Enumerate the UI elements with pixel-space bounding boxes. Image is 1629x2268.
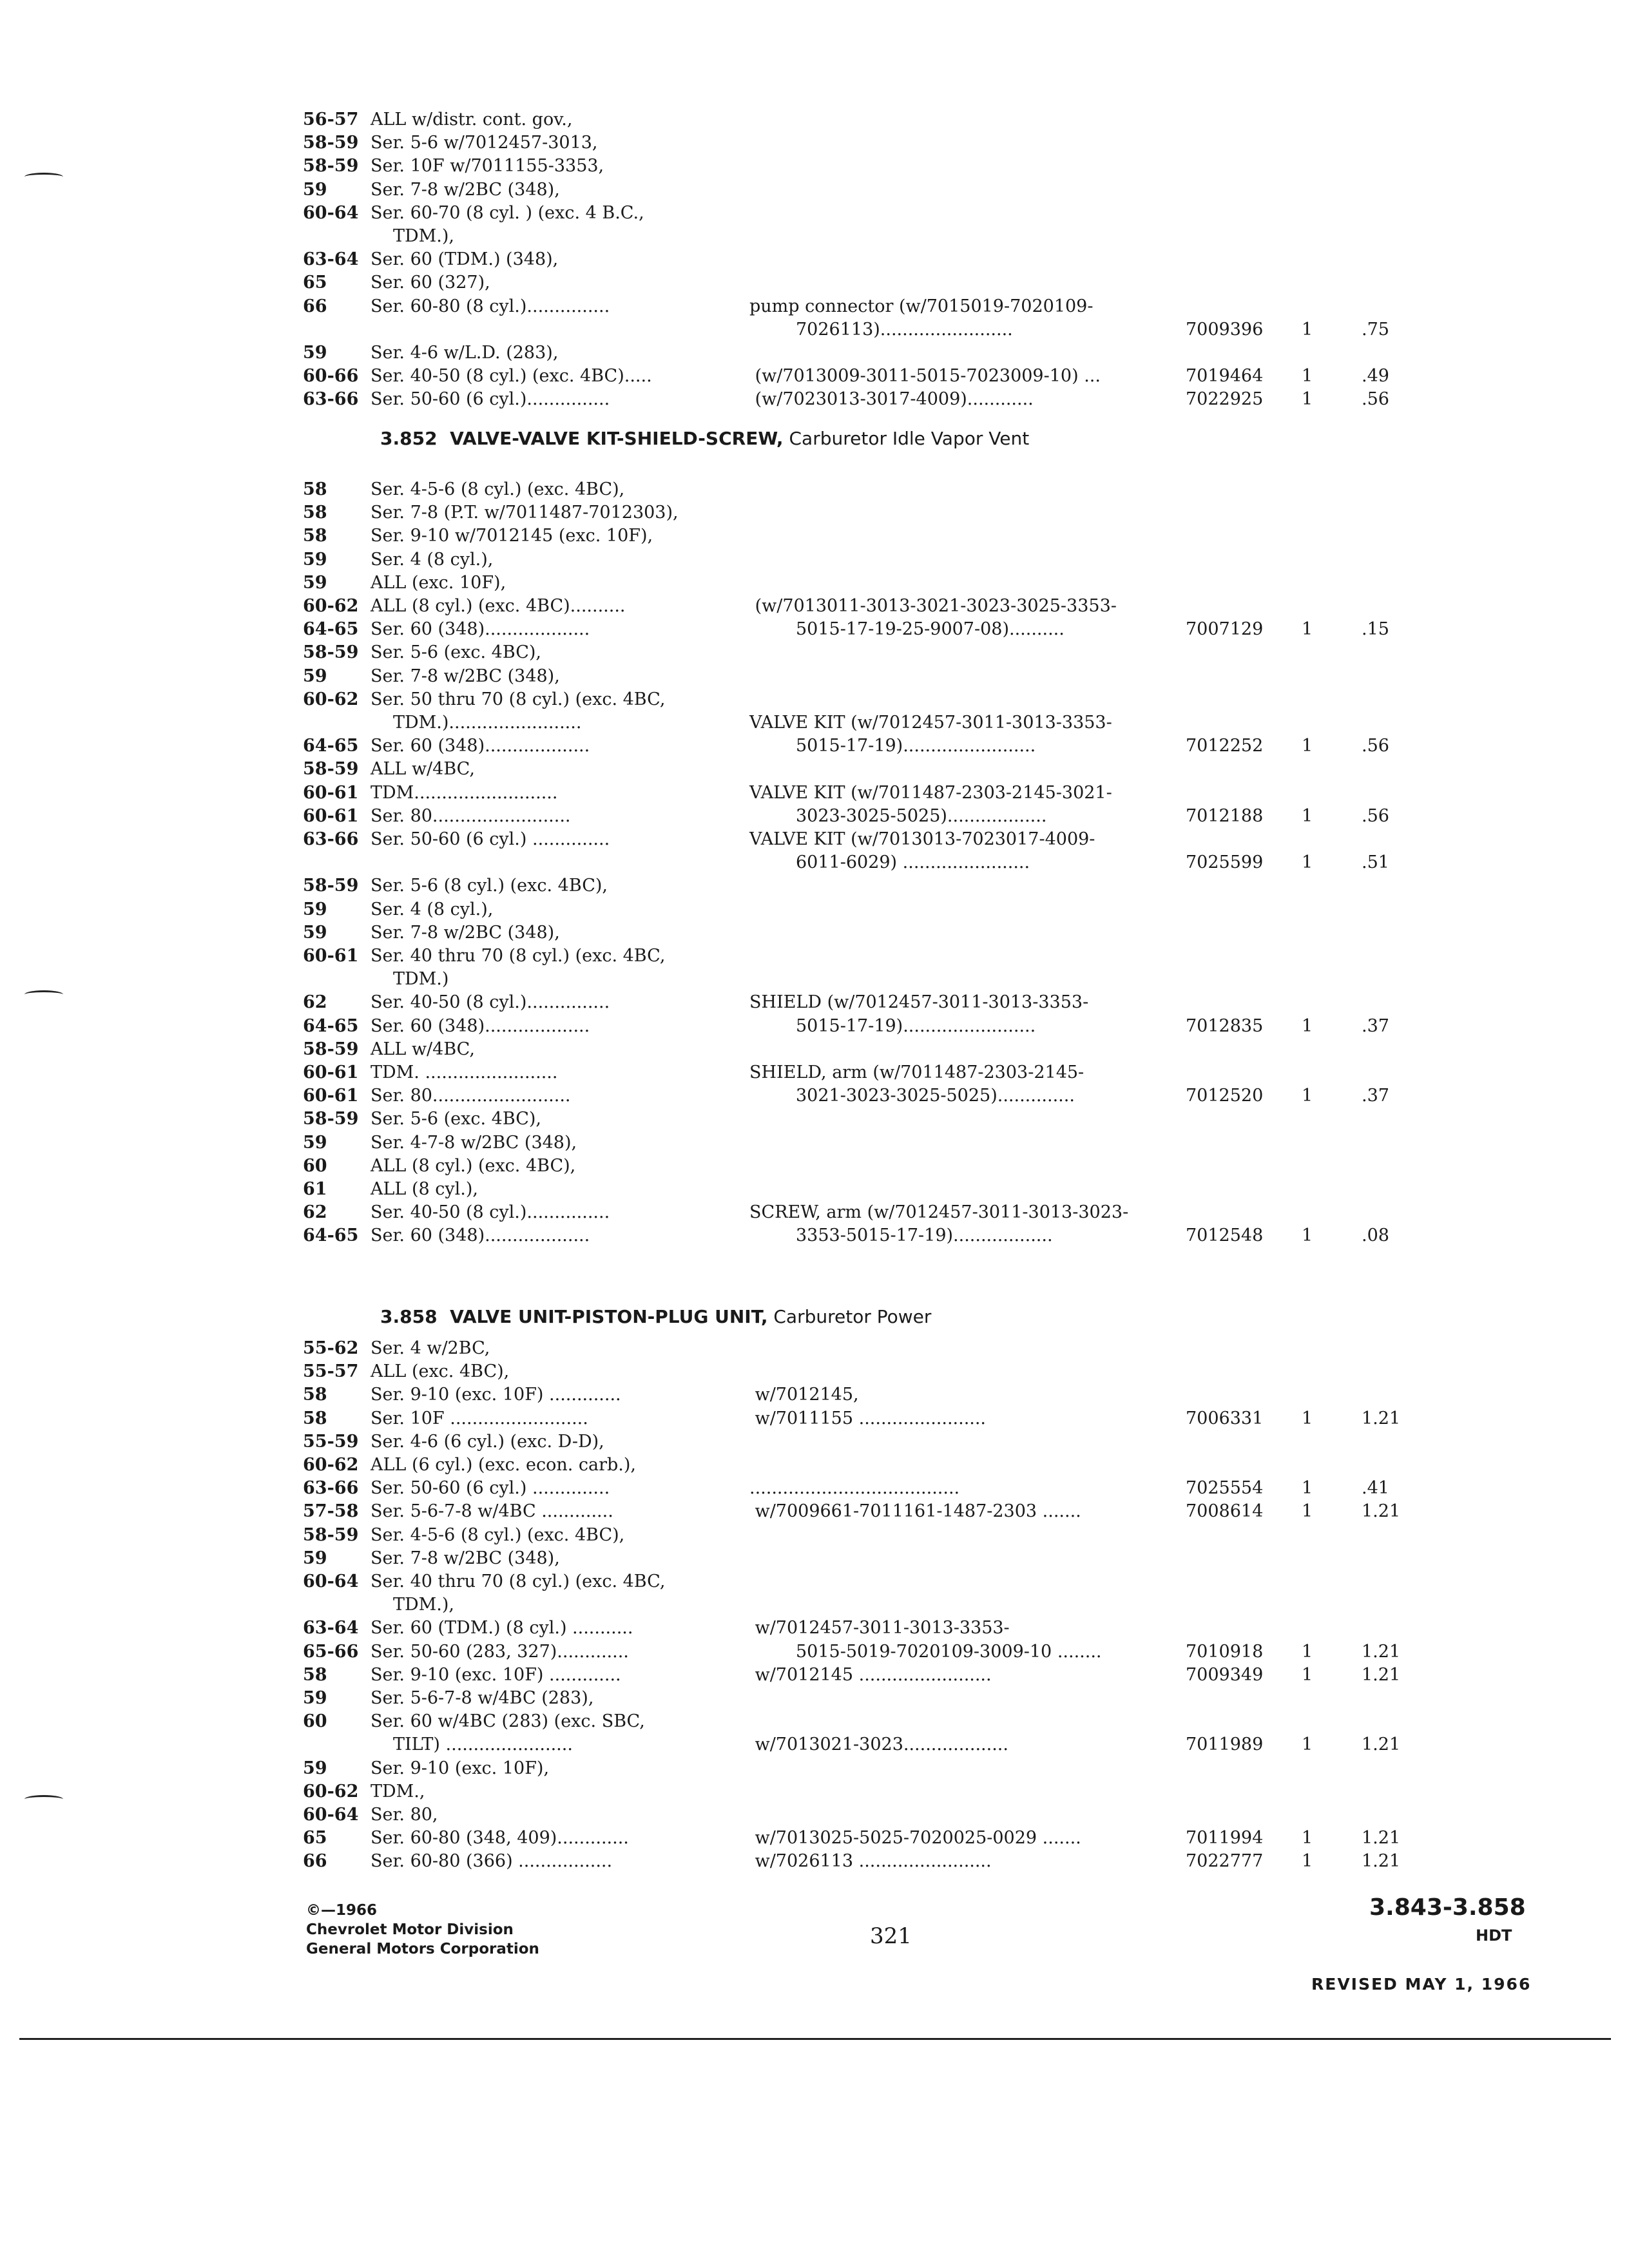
row-part-number: 7009396	[1186, 320, 1264, 340]
row-years: 60-64	[303, 1805, 359, 1825]
row-part-description: 7026113)........................	[796, 320, 1013, 340]
row-years: 58	[303, 1385, 327, 1405]
row-part-description: w/7012457-3011-3013-3353-	[749, 1618, 1010, 1638]
table-row	[0, 874, 1629, 898]
row-years: 58	[303, 1665, 327, 1685]
row-application: Ser. 9-10 (exc. 10F) .............	[371, 1385, 621, 1405]
bottom-rule	[19, 2038, 1611, 2040]
table-row	[0, 225, 1629, 248]
table-row	[0, 968, 1629, 991]
table-row	[0, 991, 1629, 1014]
row-part-number: 7007129	[1186, 619, 1264, 639]
row-application: Ser. 60-80 (366) .................	[371, 1851, 613, 1871]
table-row	[0, 921, 1629, 945]
row-part-number: 7012548	[1186, 1225, 1264, 1245]
footer-corporation: General Motors Corporation	[306, 1941, 539, 1957]
row-years: 59	[303, 1688, 327, 1708]
row-application: Ser. 80.........................	[371, 806, 571, 826]
row-quantity: 1	[1302, 1735, 1313, 1754]
row-price: .37	[1362, 1086, 1389, 1106]
row-application: Ser. 7-8 w/2BC (348),	[371, 180, 560, 200]
row-quantity: 1	[1302, 1086, 1313, 1106]
table-row	[0, 1780, 1629, 1803]
row-application: TDM.)........................	[393, 713, 582, 733]
row-part-description: 5015-17-19)........................	[796, 1016, 1036, 1036]
row-application: Ser. 5-6 w/7012457-3013,	[371, 133, 598, 153]
section-heading-title: 3.858 VALVE UNIT-PISTON-PLUG UNIT,	[380, 1306, 768, 1327]
table-row	[0, 1084, 1629, 1108]
row-application: Ser. 4-6 (6 cyl.) (exc. D-D),	[371, 1432, 604, 1452]
row-years: 62	[303, 992, 327, 1012]
binder-hole-mark	[24, 1795, 63, 1803]
row-application: Ser. 4-5-6 (8 cyl.) (exc. 4BC),	[371, 1525, 625, 1545]
table-row	[0, 1407, 1629, 1430]
row-years: 61	[303, 1179, 327, 1199]
row-part-description: w/7011155 .......................	[749, 1408, 987, 1428]
table-row	[0, 898, 1629, 921]
row-application: Ser. 60-80 (8 cyl.)...............	[371, 296, 610, 316]
row-application: TDM..........................	[371, 783, 558, 803]
section-heading	[380, 1305, 931, 1329]
table-row	[0, 572, 1629, 595]
row-part-description: w/7026113 ........................	[749, 1851, 992, 1871]
row-application: TILT) .......................	[393, 1735, 573, 1754]
table-row	[0, 665, 1629, 688]
row-years: 58-59	[303, 1525, 359, 1545]
row-years: 58-59	[303, 133, 359, 153]
table-row	[0, 1570, 1629, 1593]
row-part-description: (w/7023013-3017-4009)............	[749, 389, 1034, 409]
section-range: 3.843-3.858	[1369, 1894, 1526, 1921]
binder-hole-mark	[24, 990, 63, 999]
table-row	[0, 1547, 1629, 1570]
table-row	[0, 548, 1629, 572]
row-application: Ser. 80.........................	[371, 1086, 571, 1106]
row-years: 60	[303, 1156, 327, 1176]
row-quantity: 1	[1302, 366, 1313, 386]
row-application: Ser. 40 thru 70 (8 cyl.) (exc. 4BC,	[371, 1571, 666, 1591]
row-years: 60-61	[303, 946, 359, 966]
row-price: .37	[1362, 1016, 1389, 1036]
row-application: Ser. 5-6 (exc. 4BC),	[371, 1109, 541, 1129]
row-part-description: pump connector (w/7015019-7020109-	[749, 296, 1094, 316]
row-application: Ser. 60 (348)...................	[371, 1016, 590, 1036]
table-row	[0, 1038, 1629, 1061]
table-row	[0, 365, 1629, 388]
row-application: Ser. 80,	[371, 1805, 438, 1825]
table-row	[0, 248, 1629, 271]
row-part-number: 7009349	[1186, 1665, 1264, 1685]
row-part-description: 6011-6029) .......................	[796, 852, 1030, 872]
table-row	[0, 1827, 1629, 1850]
row-application: Ser. 5-6 (exc. 4BC),	[371, 642, 541, 662]
table-row	[0, 641, 1629, 664]
row-application: Ser. 50 thru 70 (8 cyl.) (exc. 4BC,	[371, 689, 666, 709]
table-row	[0, 851, 1629, 874]
row-part-description: (w/7013011-3013-3021-3023-3025-3353-	[749, 596, 1117, 616]
row-part-number: 7008614	[1186, 1501, 1264, 1521]
row-part-description: 5015-5019-7020109-3009-10 ........	[796, 1642, 1102, 1662]
row-application: ALL (exc. 10F),	[371, 573, 506, 593]
table-row	[0, 524, 1629, 548]
row-part-description: w/7009661-7011161-1487-2303 .......	[749, 1501, 1081, 1521]
row-price: .51	[1362, 852, 1389, 872]
row-part-description: SCREW, arm (w/7012457-3011-3013-3023-	[749, 1202, 1129, 1222]
table-row	[0, 1383, 1629, 1407]
row-part-description: w/7013021-3023...................	[749, 1735, 1008, 1754]
table-row	[0, 178, 1629, 202]
row-application: Ser. 40 thru 70 (8 cyl.) (exc. 4BC,	[371, 946, 666, 966]
table-row	[0, 478, 1629, 501]
row-part-description: w/7012145,	[749, 1385, 859, 1405]
row-years: 60-62	[303, 1782, 359, 1802]
row-years: 63-66	[303, 389, 359, 409]
row-quantity: 1	[1302, 1665, 1313, 1685]
row-part-description: 5015-17-19)........................	[796, 736, 1036, 756]
row-part-number: 7012835	[1186, 1016, 1264, 1036]
row-part-description: 3353-5015-17-19)..................	[796, 1225, 1053, 1245]
table-row	[0, 388, 1629, 411]
row-application: TDM.),	[393, 1595, 455, 1615]
row-application: Ser. 9-10 (exc. 10F) .............	[371, 1665, 621, 1685]
row-application: Ser. 50-60 (6 cyl.) ..............	[371, 1478, 610, 1498]
table-row	[0, 295, 1629, 318]
row-price: 1.21	[1362, 1642, 1401, 1662]
row-quantity: 1	[1302, 389, 1313, 409]
table-row	[0, 595, 1629, 618]
section-heading	[380, 427, 1029, 451]
row-years: 60	[303, 1711, 327, 1731]
row-quantity: 1	[1302, 1016, 1313, 1036]
row-application: Ser. 60 (348)...................	[371, 619, 590, 639]
row-price: 1.21	[1362, 1851, 1401, 1871]
row-application: Ser. 60 (TDM.) (348),	[371, 249, 559, 269]
row-part-description: w/7013025-5025-7020025-0029 .......	[749, 1828, 1081, 1848]
row-years: 60-64	[303, 1571, 359, 1591]
table-row	[0, 1757, 1629, 1780]
row-application: Ser. 7-8 w/2BC (348),	[371, 666, 560, 686]
row-part-description: 3023-3025-5025)..................	[796, 806, 1047, 826]
table-row	[0, 1337, 1629, 1360]
table-row	[0, 1664, 1629, 1687]
table-row	[0, 1500, 1629, 1523]
table-row	[0, 688, 1629, 711]
row-application: Ser. 60 (TDM.) (8 cyl.) ...........	[371, 1618, 633, 1638]
table-row	[0, 805, 1629, 828]
row-application: Ser. 60-80 (348, 409).............	[371, 1828, 629, 1848]
row-application: Ser. 5-6 (8 cyl.) (exc. 4BC),	[371, 876, 608, 896]
row-years: 66	[303, 296, 327, 316]
row-application: ALL (exc. 4BC),	[371, 1361, 510, 1381]
row-years: 57-58	[303, 1501, 359, 1521]
revision-date: REVISED MAY 1, 1966	[1311, 1975, 1532, 1994]
row-quantity: 1	[1302, 1408, 1313, 1428]
row-application: Ser. 7-8 w/2BC (348),	[371, 923, 560, 943]
table-row	[0, 1178, 1629, 1201]
row-part-description: SHIELD (w/7012457-3011-3013-3353-	[749, 992, 1089, 1012]
row-quantity: 1	[1302, 1501, 1313, 1521]
table-row	[0, 711, 1629, 735]
row-price: .75	[1362, 320, 1389, 340]
table-row	[0, 155, 1629, 178]
row-application: Ser. 60 w/4BC (283) (exc. SBC,	[371, 1711, 645, 1731]
table-row	[0, 1015, 1629, 1038]
row-price: .15	[1362, 619, 1389, 639]
row-price: 1.21	[1362, 1665, 1401, 1685]
table-row	[0, 1803, 1629, 1827]
row-years: 60-62	[303, 596, 359, 616]
row-application: Ser. 7-8 (P.T. w/7011487-7012303),	[371, 503, 679, 523]
row-quantity: 1	[1302, 1225, 1313, 1245]
row-application: ALL w/4BC,	[371, 759, 475, 779]
row-years: 60-64	[303, 203, 359, 223]
row-years: 58-59	[303, 1039, 359, 1059]
table-row	[0, 318, 1629, 341]
row-years: 60-61	[303, 806, 359, 826]
row-application: Ser. 40-50 (8 cyl.)...............	[371, 992, 610, 1012]
row-quantity: 1	[1302, 736, 1313, 756]
section-heading-subtitle: Carburetor Idle Vapor Vent	[783, 428, 1030, 449]
table-row	[0, 735, 1629, 758]
row-price: .56	[1362, 389, 1389, 409]
row-years: 59	[303, 1133, 327, 1153]
row-quantity: 1	[1302, 806, 1313, 826]
row-application: Ser. 9-10 (exc. 10F),	[371, 1758, 550, 1778]
table-row	[0, 1430, 1629, 1454]
row-years: 55-59	[303, 1432, 359, 1452]
row-years: 59	[303, 923, 327, 943]
table-row	[0, 108, 1629, 131]
row-years: 59	[303, 666, 327, 686]
table-row	[0, 1131, 1629, 1155]
row-price: 1.21	[1362, 1501, 1401, 1521]
row-application: Ser. 7-8 w/2BC (348),	[371, 1548, 560, 1568]
row-years: 58	[303, 479, 327, 499]
row-years: 55-62	[303, 1338, 359, 1358]
row-application: ALL (8 cyl.) (exc. 4BC)..........	[371, 596, 626, 616]
row-part-number: 7022925	[1186, 389, 1264, 409]
row-years: 64-65	[303, 1016, 359, 1036]
row-application: Ser. 40-50 (8 cyl.) (exc. 4BC).....	[371, 366, 652, 386]
row-part-number: 7022777	[1186, 1851, 1264, 1871]
row-application: ALL (8 cyl.),	[371, 1179, 478, 1199]
row-years: 59	[303, 343, 327, 363]
row-part-description: 3021-3023-3025-5025)..............	[796, 1086, 1075, 1106]
row-application: TDM.)	[393, 969, 449, 989]
row-price: 1.21	[1362, 1408, 1401, 1428]
row-years: 59	[303, 573, 327, 593]
table-row	[0, 1617, 1629, 1640]
table-row	[0, 341, 1629, 365]
table-row	[0, 1524, 1629, 1547]
row-application: Ser. 5-6-7-8 w/4BC .............	[371, 1501, 613, 1521]
row-part-number: 7025599	[1186, 852, 1264, 872]
row-price: .56	[1362, 806, 1389, 826]
row-application: Ser. 4 w/2BC,	[371, 1338, 490, 1358]
row-application: Ser. 4-5-6 (8 cyl.) (exc. 4BC),	[371, 479, 625, 499]
table-row	[0, 618, 1629, 641]
row-years: 56-57	[303, 110, 359, 130]
section-heading-title: 3.852 VALVE-VALVE KIT-SHIELD-SCREW,	[380, 428, 784, 449]
row-application: ALL w/distr. cont. gov.,	[371, 110, 573, 130]
row-years: 59	[303, 899, 327, 919]
table-row	[0, 1687, 1629, 1710]
row-years: 59	[303, 180, 327, 200]
row-part-description: (w/7013009-3011-5015-7023009-10) ...	[749, 366, 1101, 386]
row-application: TDM.,	[371, 1782, 425, 1802]
table-row	[0, 1360, 1629, 1383]
row-part-number: 7025554	[1186, 1478, 1264, 1498]
row-years: 58-59	[303, 642, 359, 662]
row-years: 60-61	[303, 783, 359, 803]
table-row	[0, 782, 1629, 805]
row-years: 66	[303, 1851, 327, 1871]
row-part-description: SHIELD, arm (w/7011487-2303-2145-	[749, 1062, 1084, 1082]
row-part-number: 7011994	[1186, 1828, 1264, 1848]
row-years: 60-66	[303, 366, 359, 386]
table-row	[0, 131, 1629, 155]
row-years: 58	[303, 503, 327, 523]
row-quantity: 1	[1302, 1851, 1313, 1871]
row-part-description: VALVE KIT (w/7011487-2303-2145-3021-	[749, 783, 1112, 803]
table-row	[0, 828, 1629, 851]
row-price: .41	[1362, 1478, 1389, 1498]
row-years: 64-65	[303, 1225, 359, 1245]
row-application: Ser. 60 (348)...................	[371, 736, 590, 756]
row-application: ALL (8 cyl.) (exc. 4BC),	[371, 1156, 576, 1176]
table-row	[0, 1201, 1629, 1224]
table-row	[0, 1477, 1629, 1500]
row-years: 55-57	[303, 1361, 359, 1381]
row-years: 58-59	[303, 156, 359, 176]
row-years: 58-59	[303, 876, 359, 896]
row-application: Ser. 50-60 (283, 327).............	[371, 1642, 629, 1662]
table-row	[0, 1061, 1629, 1084]
row-part-description: VALVE KIT (w/7013013-7023017-4009-	[749, 829, 1095, 849]
table-row	[0, 271, 1629, 294]
catalog-code: HDT	[1476, 1927, 1512, 1945]
row-quantity: 1	[1302, 619, 1313, 639]
row-part-description: VALVE KIT (w/7012457-3011-3013-3353-	[749, 713, 1112, 733]
row-application: Ser. 4-6 w/L.D. (283),	[371, 343, 559, 363]
table-row	[0, 1155, 1629, 1178]
row-application: Ser. 9-10 w/7012145 (exc. 10F),	[371, 526, 653, 546]
row-part-number: 7019464	[1186, 366, 1264, 386]
row-application: Ser. 40-50 (8 cyl.)...............	[371, 1202, 610, 1222]
table-row	[0, 1640, 1629, 1664]
row-application: Ser. 50-60 (6 cyl.)...............	[371, 389, 610, 409]
row-application: Ser. 4 (8 cyl.),	[371, 899, 494, 919]
row-part-number: 7012188	[1186, 806, 1264, 826]
row-part-description: 5015-17-19-25-9007-08)..........	[796, 619, 1065, 639]
table-row	[0, 1454, 1629, 1477]
table-row	[0, 202, 1629, 225]
row-years: 64-65	[303, 736, 359, 756]
table-row	[0, 501, 1629, 524]
row-application: Ser. 4 (8 cyl.),	[371, 550, 494, 570]
row-application: Ser. 50-60 (6 cyl.) ..............	[371, 829, 610, 849]
row-years: 60-62	[303, 689, 359, 709]
row-years: 60-61	[303, 1086, 359, 1106]
row-application: TDM.),	[393, 226, 455, 246]
row-quantity: 1	[1302, 1478, 1313, 1498]
row-application: Ser. 60-70 (8 cyl. ) (exc. 4 B.C.,	[371, 203, 644, 223]
table-row	[0, 1108, 1629, 1131]
row-price: 1.21	[1362, 1735, 1401, 1754]
footer-copyright: ©—1966	[306, 1902, 378, 1919]
row-years: 59	[303, 550, 327, 570]
row-years: 59	[303, 1548, 327, 1568]
row-years: 65-66	[303, 1642, 359, 1662]
table-row	[0, 1593, 1629, 1617]
row-price: .49	[1362, 366, 1389, 386]
row-years: 63-66	[303, 1478, 359, 1498]
row-quantity: 1	[1302, 852, 1313, 872]
table-row	[0, 1224, 1629, 1247]
row-application: Ser. 10F .........................	[371, 1408, 588, 1428]
row-years: 58	[303, 526, 327, 546]
page-number: 321	[870, 1923, 912, 1949]
row-application: Ser. 60 (327),	[371, 273, 490, 293]
row-years: 58-59	[303, 759, 359, 779]
footer-division: Chevrolet Motor Division	[306, 1921, 514, 1938]
table-row	[0, 758, 1629, 781]
row-part-number: 7012252	[1186, 736, 1264, 756]
row-application: Ser. 10F w/7011155-3353,	[371, 156, 604, 176]
row-application: TDM. ........................	[371, 1062, 558, 1082]
row-application: Ser. 4-7-8 w/2BC (348),	[371, 1133, 577, 1153]
row-years: 58	[303, 1408, 327, 1428]
row-application: ALL (6 cyl.) (exc. econ. carb.),	[371, 1455, 636, 1475]
row-years: 63-64	[303, 249, 359, 269]
row-years: 65	[303, 273, 327, 293]
row-price: 1.21	[1362, 1828, 1401, 1848]
row-years: 59	[303, 1758, 327, 1778]
row-quantity: 1	[1302, 320, 1313, 340]
row-part-number: 7012520	[1186, 1086, 1264, 1106]
row-years: 65	[303, 1828, 327, 1848]
binder-hole-mark	[24, 173, 63, 181]
row-price: .08	[1362, 1225, 1389, 1245]
row-application: Ser. 60 (348)...................	[371, 1225, 590, 1245]
table-row	[0, 945, 1629, 968]
row-years: 62	[303, 1202, 327, 1222]
section-heading-subtitle: Carburetor Power	[767, 1306, 932, 1327]
row-quantity: 1	[1302, 1828, 1313, 1848]
row-part-number: 7010918	[1186, 1642, 1264, 1662]
row-part-description: ......................................	[749, 1478, 960, 1498]
row-years: 60-62	[303, 1455, 359, 1475]
row-part-number: 7006331	[1186, 1408, 1264, 1428]
row-part-description: w/7012145 ........................	[749, 1665, 992, 1685]
row-quantity: 1	[1302, 1642, 1313, 1662]
row-application: ALL w/4BC,	[371, 1039, 475, 1059]
row-years: 60-61	[303, 1062, 359, 1082]
table-row	[0, 1850, 1629, 1873]
row-application: Ser. 5-6-7-8 w/4BC (283),	[371, 1688, 594, 1708]
row-years: 64-65	[303, 619, 359, 639]
row-years: 63-66	[303, 829, 359, 849]
row-years: 63-64	[303, 1618, 359, 1638]
table-row	[0, 1710, 1629, 1733]
row-part-number: 7011989	[1186, 1735, 1264, 1754]
table-row	[0, 1733, 1629, 1756]
row-price: .56	[1362, 736, 1389, 756]
row-years: 58-59	[303, 1109, 359, 1129]
